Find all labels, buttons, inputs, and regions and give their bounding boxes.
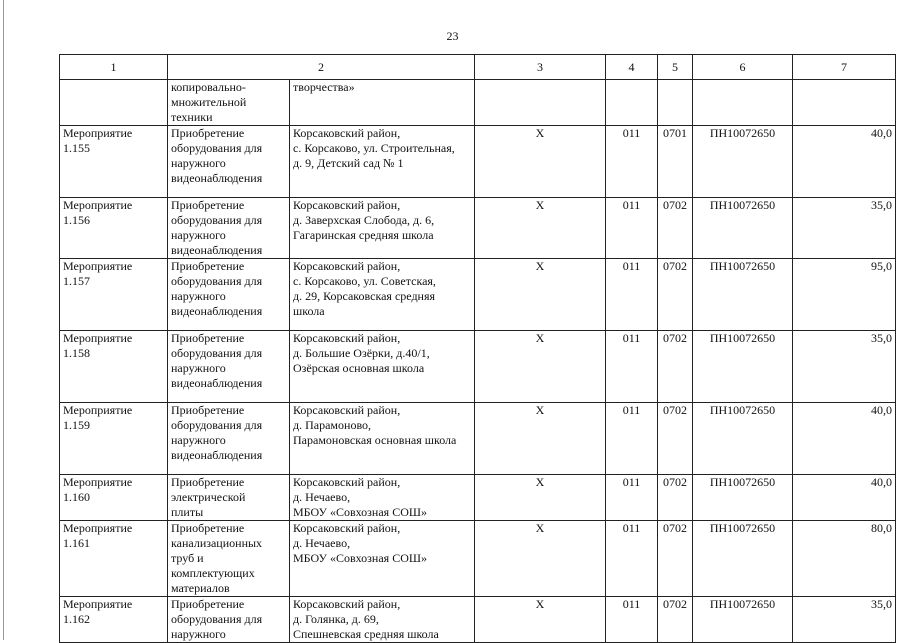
cell-name: копировально- множительной техники <box>168 80 290 126</box>
cell-col4: 011 <box>606 597 658 643</box>
cell-col4: 011 <box>606 521 658 597</box>
cell-name: Приобретение оборудования для наружного видеонаблюдения <box>168 403 290 475</box>
cell-col3: Х <box>475 597 606 643</box>
table-row-continuation <box>60 80 896 126</box>
cell-col6: ПН10072650 <box>693 259 793 331</box>
table-row <box>60 597 896 643</box>
budget-activities-table <box>59 54 896 643</box>
cell-location: творчества» <box>290 80 475 126</box>
header-col-7: 7 <box>793 55 896 80</box>
cell-col3: Х <box>475 126 606 198</box>
cell-location: Корсаковский район, с. Корсаково, ул. Советская, д. 29, Корсаковская средняя школа <box>290 259 475 331</box>
cell-col4: 011 <box>606 403 658 475</box>
page-number: 23 <box>446 29 459 43</box>
table-row <box>60 126 896 198</box>
cell-id: Мероприятие 1.162 <box>60 597 168 643</box>
cell-col6: ПН10072650 <box>693 126 793 198</box>
cell-location: Корсаковский район, д. Нечаево, МБОУ «Совхозная СОШ» <box>290 521 475 597</box>
cell-location: Корсаковский район, д. Нечаево, МБОУ «Совхозная СОШ» <box>290 475 475 521</box>
cell-col6: ПН10072650 <box>693 521 793 597</box>
cell-col4 <box>606 80 658 126</box>
cell-id: Мероприятие 1.158 <box>60 331 168 403</box>
cell-col7: 80,0 <box>793 521 896 597</box>
cell-col7: 35,0 <box>793 597 896 643</box>
cell-col3 <box>475 80 606 126</box>
cell-col7: 40,0 <box>793 126 896 198</box>
header-col-6: 6 <box>693 55 793 80</box>
cell-name: Приобретение оборудования для наружного <box>168 597 290 643</box>
cell-col6: ПН10072650 <box>693 597 793 643</box>
cell-col3: Х <box>475 475 606 521</box>
header-col-5: 5 <box>658 55 693 80</box>
cell-col3: Х <box>475 198 606 259</box>
header-col-2: 2 <box>168 55 475 80</box>
table-row <box>60 198 896 259</box>
cell-col4: 011 <box>606 126 658 198</box>
cell-col6: ПН10072650 <box>693 198 793 259</box>
header-row <box>60 55 896 80</box>
cell-col5: 0702 <box>658 475 693 521</box>
cell-id: Мероприятие 1.155 <box>60 126 168 198</box>
cell-name: Приобретение канализационных труб и комплектующих материалов <box>168 521 290 597</box>
cell-name: Приобретение оборудования для наружного видеонаблюдения <box>168 126 290 198</box>
cell-name: Приобретение оборудования для наружного видеонаблюдения <box>168 198 290 259</box>
table-row <box>60 331 896 403</box>
cell-col3: Х <box>475 259 606 331</box>
table-row <box>60 521 896 597</box>
cell-col5: 0702 <box>658 597 693 643</box>
cell-col7: 95,0 <box>793 259 896 331</box>
cell-id: Мероприятие 1.157 <box>60 259 168 331</box>
cell-col3: Х <box>475 521 606 597</box>
binding-edge-line <box>3 0 4 640</box>
cell-id: Мероприятие 1.156 <box>60 198 168 259</box>
cell-col5: 0702 <box>658 403 693 475</box>
cell-col5: 0702 <box>658 259 693 331</box>
cell-location: Корсаковский район, д. Большие Озёрки, д.40/1, Озёрская основная школа <box>290 331 475 403</box>
cell-location: Корсаковский район, д. Голянка, д. 69, Спешневская средняя школа <box>290 597 475 643</box>
table-row <box>60 259 896 331</box>
cell-col6: ПН10072650 <box>693 403 793 475</box>
cell-col4: 011 <box>606 198 658 259</box>
table-row <box>60 475 896 521</box>
cell-name: Приобретение оборудования для наружного видеонаблюдения <box>168 331 290 403</box>
table-row <box>60 403 896 475</box>
cell-col4: 011 <box>606 259 658 331</box>
header-col-4: 4 <box>606 55 658 80</box>
cell-location: Корсаковский район, д. Парамоново, Парамоновская основная школа <box>290 403 475 475</box>
cell-location: Корсаковский район, с. Корсаково, ул. Строительная, д. 9, Детский сад № 1 <box>290 126 475 198</box>
header-col-1: 1 <box>60 55 168 80</box>
cell-id: Мероприятие 1.160 <box>60 475 168 521</box>
cell-col7: 35,0 <box>793 198 896 259</box>
cell-col6 <box>693 80 793 126</box>
cell-col6: ПН10072650 <box>693 475 793 521</box>
cell-name: Приобретение электрической плиты <box>168 475 290 521</box>
cell-col7: 35,0 <box>793 331 896 403</box>
cell-id: Мероприятие 1.159 <box>60 403 168 475</box>
cell-id: Мероприятие 1.161 <box>60 521 168 597</box>
cell-col3: Х <box>475 331 606 403</box>
cell-col5: 0702 <box>658 521 693 597</box>
cell-col4: 011 <box>606 475 658 521</box>
cell-col5: 0701 <box>658 126 693 198</box>
cell-id <box>60 80 168 126</box>
cell-col5 <box>658 80 693 126</box>
cell-col7: 40,0 <box>793 403 896 475</box>
header-col-3: 3 <box>475 55 606 80</box>
cell-col5: 0702 <box>658 331 693 403</box>
cell-col7 <box>793 80 896 126</box>
cell-location: Корсаковский район, д. Заверхская Слобода, д. 6, Гагаринская средняя школа <box>290 198 475 259</box>
cell-col4: 011 <box>606 331 658 403</box>
cell-col7: 40,0 <box>793 475 896 521</box>
cell-name: Приобретение оборудования для наружного видеонаблюдения <box>168 259 290 331</box>
cell-col5: 0702 <box>658 198 693 259</box>
cell-col3: Х <box>475 403 606 475</box>
cell-col6: ПН10072650 <box>693 331 793 403</box>
